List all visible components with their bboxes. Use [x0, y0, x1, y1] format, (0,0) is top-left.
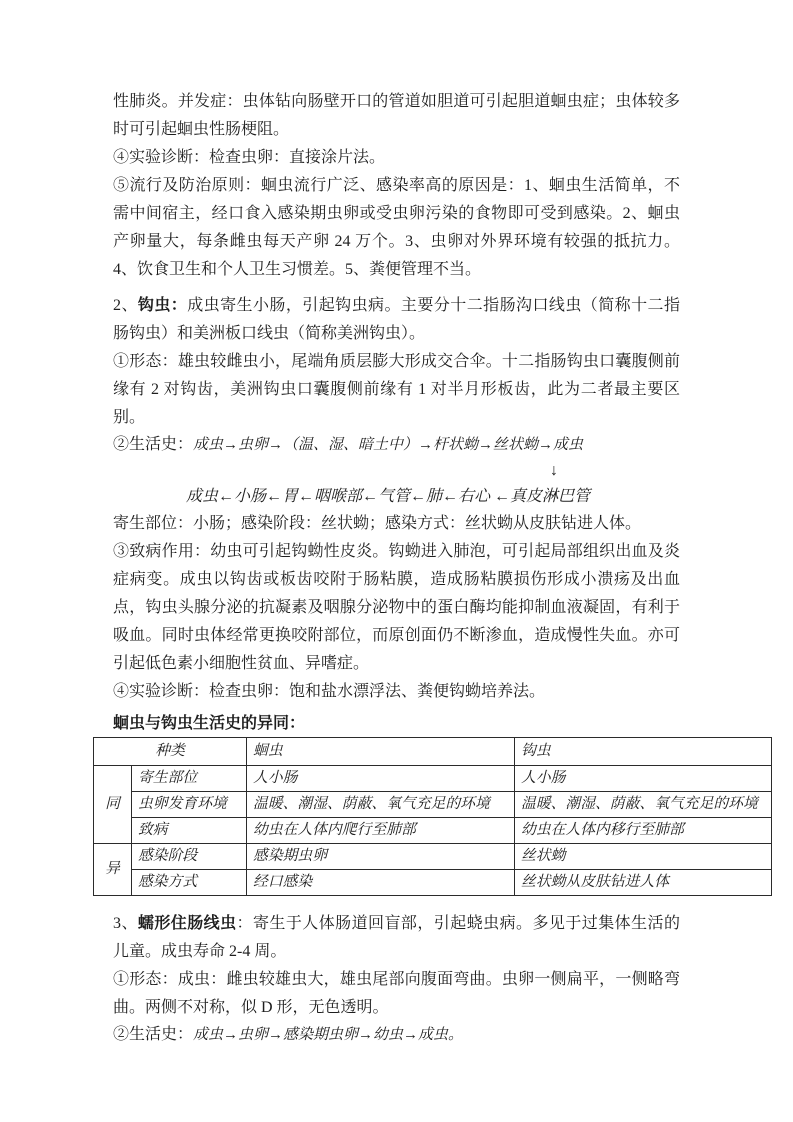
table-cell-label: 感染阶段 — [132, 844, 247, 870]
para-hookworm-lab-diagnosis: ④实验诊断：检查虫卵：饱和盐水漂浮法、粪便钩蚴培养法。 — [113, 683, 546, 700]
table-header-hookworm: 钩虫 — [515, 738, 772, 766]
table-cell-ascaris: 幼虫在人体内爬行至肺部 — [247, 818, 515, 844]
para-ascaris-epidemiology: ⑤流行及防治原则：蛔虫流行广泛、感染率高的原因是：1、蛔虫生活简单，不需中间宿主，经口食入感染期虫卵或受虫卵污染的食物即可受到感染。2、蛔虫产卵量大，每条雌虫每天产卵 24 万个。3、虫卵对外界环境有较强的抵抗力。4、饮食卫生和个人卫生习惯差。5、粪便管理不当。 — [113, 177, 680, 278]
table-cell-ascaris: 经口感染 — [247, 870, 515, 896]
lifecycle-down-arrow-row — [113, 458, 680, 484]
paragraph-spacer — [113, 284, 680, 292]
table-row-parasitic-site — [94, 766, 772, 792]
table-row-infective-stage — [94, 844, 772, 870]
hookworm-section-title: 钩虫： — [137, 297, 188, 314]
paragraph-spacer — [113, 896, 680, 910]
pinworm-section-title: 蠕形住肠线虫 — [137, 915, 237, 932]
table-group-different: 异 — [94, 844, 132, 896]
down-arrow-icon: ↓ — [550, 462, 558, 479]
table-header-ascaris: 蛔虫 — [247, 738, 515, 766]
comparison-table — [93, 737, 772, 896]
lifecycle-label: ②生活史： — [113, 1026, 194, 1043]
para-hookworm-morphology: ①形态：雄虫较雌虫小，尾端角质层膨大形成交合伞。十二指肠钩虫口囊腹侧前缘有 2 对钩齿，美洲钩虫口囊腹侧前缘有 1 对半月形板齿，此为二者最主要区别。 — [113, 353, 680, 426]
lifecycle-forward-chain: 成虫→虫卵→（温、湿、暗土中）→杆状蚴→丝状蚴→成虫 — [193, 437, 584, 453]
pinworm-lifecycle-chain: 成虫→虫卵→感染期虫卵→幼虫→成虫。 — [193, 1027, 464, 1043]
table-cell-hookworm: 人小肠 — [515, 766, 772, 792]
para-pinworm-heading — [113, 910, 680, 966]
para-hookworm-lifecycle-forward — [113, 432, 680, 458]
table-cell-label: 感染方式 — [132, 870, 247, 896]
table-cell-ascaris: 人小肠 — [247, 766, 515, 792]
table-cell-label: 虫卵发育环境 — [132, 792, 247, 818]
para-hookworm-summary: 寄生部位：小肠；感染阶段：丝状蚴；感染方式：丝状蚴从皮肤钻进人体。 — [113, 515, 642, 532]
table-cell-hookworm: 丝状蚴从皮肤钻进人体 — [515, 870, 772, 896]
table-cell-label: 寄生部位 — [132, 766, 247, 792]
para-ascaris-complications: 性肺炎。并发症：虫体钻向肠壁开口的管道如胆道可引起胆道蛔虫症；虫体较多时可引起蛔虫性肠梗阻。 — [113, 93, 680, 138]
table-cell-hookworm: 丝状蚴 — [515, 844, 772, 870]
hookworm-section-number: 2、 — [113, 297, 138, 314]
para-hookworm-lifecycle-return: 成虫←小肠←胃←咽喉部←气管←肺←右心 ←真皮淋巴管 — [186, 488, 591, 505]
table-header-species: 种类 — [94, 738, 247, 766]
para-hookworm-pathogenesis: ③致病作用：幼虫可引起钩蚴性皮炎。钩蚴进入肺泡，可引起局部组织出血及炎症病变。成虫以钩齿或板齿咬附于肠粘膜，造成肠粘膜损伤形成小溃疡及出血点，钩虫头腺分泌的抗凝素及咽腺分泌物中的蛋白酶均能抑制血液凝固，有利于吸血。同时虫体经常更换咬附部位，而原创面仍不断渗血，造成慢性失血。亦可引起低色素小细胞性贫血、异嗜症。 — [113, 543, 680, 672]
table-cell-label: 致病 — [132, 818, 247, 844]
table-row-pathogenicity — [94, 818, 772, 844]
table-cell-ascaris: 温暖、潮湿、荫蔽、氧气充足的环境 — [247, 792, 515, 818]
table-row-infection-route — [94, 870, 772, 896]
table-cell-ascaris: 感染期虫卵 — [247, 844, 515, 870]
pinworm-intro-text: ：寄生于人体肠道回盲部，引起蛲虫病。多见于过集体生活的儿童。成虫寿命 2-4 周。 — [113, 915, 680, 960]
table-row-egg-environment — [94, 792, 772, 818]
hookworm-intro-text: 成虫寄生小肠，引起钩虫病。主要分十二指肠沟口线虫（简称十二指肠钩虫）和美洲板口线虫（简称美洲钩虫）。 — [113, 297, 680, 342]
table-header-row — [94, 738, 772, 766]
para-pinworm-morphology: ①形态：成虫：雌虫较雄虫大，雄虫尾部向腹面弯曲。虫卵一侧扁平，一侧略弯曲。两侧不对称，似 D 形，无色透明。 — [113, 971, 680, 1016]
comparison-table-title: 蛔虫与钩虫生活史的异同： — [113, 715, 306, 732]
table-group-same: 同 — [94, 766, 132, 844]
pinworm-section-number: 3、 — [113, 915, 138, 932]
para-hookworm-heading — [113, 292, 680, 348]
table-cell-hookworm: 幼虫在人体内移行至肺部 — [515, 818, 772, 844]
para-pinworm-lifecycle — [113, 1022, 680, 1048]
lifecycle-label: ②生活史： — [113, 436, 194, 453]
table-cell-hookworm: 温暖、潮湿、荫蔽、氧气充足的环境 — [515, 792, 772, 818]
para-ascaris-lab-diagnosis: ④实验诊断：检查虫卵：直接涂片法。 — [113, 149, 386, 166]
